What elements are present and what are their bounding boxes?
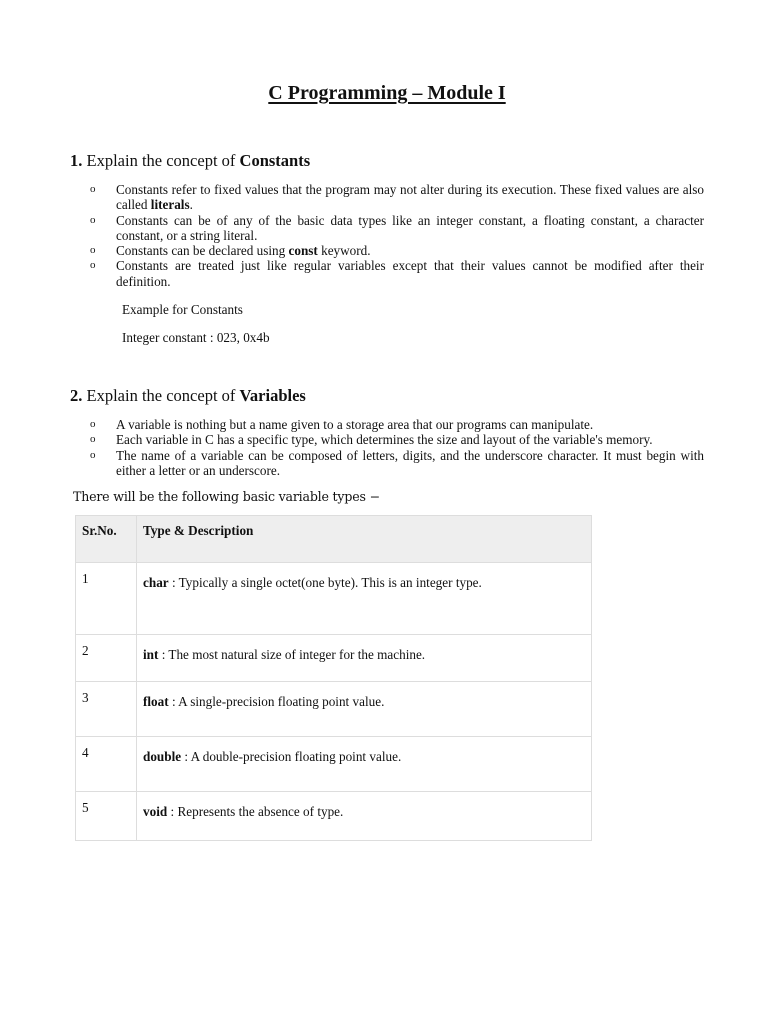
table-header-row <box>76 516 592 563</box>
table-intro: There will be the following basic variable types − <box>73 489 380 504</box>
row-description <box>137 792 592 841</box>
type-keyword: float <box>143 694 169 709</box>
row-number: 3 <box>76 682 137 737</box>
bullet-marker: o <box>90 259 96 272</box>
bullet-text: Constants are treated just like regular variables except that their values cannot be modified after their definition. <box>116 258 704 289</box>
table-row <box>76 737 592 792</box>
variables-bullet-list <box>90 417 704 478</box>
constants-bullet-list <box>90 182 704 289</box>
list-item <box>90 258 704 289</box>
bullet-marker: o <box>90 183 96 195</box>
variable-types-table <box>75 515 592 841</box>
type-description: : Represents the absence of type. <box>167 804 344 819</box>
bullet-text: Constants can be of any of the basic data types like an integer constant, a floating constant, a character constant, or a string literal. <box>116 212 704 243</box>
bullet-text: Each variable in C has a specific type, which determines the size and layout of the variable's memory. <box>116 432 653 448</box>
bullet-marker: o <box>90 418 96 430</box>
question-1-prompt: Explain the concept of <box>86 151 236 170</box>
row-number: 1 <box>76 563 137 635</box>
row-number: 2 <box>76 635 137 682</box>
table-row <box>76 563 592 635</box>
bullet-marker: o <box>90 213 96 226</box>
type-description: : Typically a single octet(one byte). This is an integer type. <box>168 575 482 590</box>
type-description: : The most natural size of integer for the machine. <box>158 647 426 662</box>
question-1-number: 1. <box>70 151 83 170</box>
type-description: : A single-precision floating point value. <box>168 694 385 709</box>
type-description: : A double-precision floating point value. <box>181 749 402 764</box>
type-keyword: void <box>143 804 168 819</box>
table-row <box>76 682 592 737</box>
list-item <box>90 448 704 479</box>
list-item <box>90 213 704 244</box>
header-type-description: Type & Description <box>137 516 592 563</box>
bullet-marker: o <box>90 244 96 257</box>
type-keyword: int <box>143 647 159 662</box>
type-keyword: char <box>143 575 169 590</box>
bullet-text: The name of a variable can be composed of letters, digits, and the underscore character. It must begin with either a letter or an underscore. <box>116 447 704 478</box>
bullet-text: Constants can be declared using <box>116 243 289 259</box>
row-number: 5 <box>76 792 137 841</box>
bullet-text-after: . <box>189 197 193 213</box>
row-number: 4 <box>76 737 137 792</box>
bullet-text-after: keyword. <box>317 243 371 259</box>
list-item <box>90 182 704 213</box>
question-2-heading <box>70 386 306 406</box>
bullet-text: Constants refer to fixed values that the program may not alter during its execution. These fixed values are also called <box>116 182 704 213</box>
question-2-number: 2. <box>70 386 83 405</box>
bullet-marker: o <box>90 433 96 446</box>
question-1-topic: Constants <box>239 151 311 170</box>
row-description <box>137 737 592 792</box>
row-description <box>137 563 592 635</box>
list-item <box>90 417 704 432</box>
list-item <box>90 432 704 447</box>
question-2-prompt: Explain the concept of <box>86 386 236 405</box>
bullet-bold-term: literals <box>150 197 190 213</box>
example-integer-constant: Integer constant : 023, 0x4b <box>122 330 270 345</box>
header-sr-no: Sr.No. <box>76 516 137 563</box>
row-description <box>137 635 592 682</box>
question-1-heading <box>70 151 310 171</box>
bullet-marker: o <box>90 448 96 461</box>
bullet-text: A variable is nothing but a name given to a storage area that our programs can manipulate. <box>116 417 594 432</box>
type-keyword: double <box>143 749 182 764</box>
question-2-topic: Variables <box>239 386 306 405</box>
bullet-bold-term: const <box>288 243 318 259</box>
example-heading: Example for Constants <box>122 302 243 317</box>
table-row <box>76 635 592 682</box>
page-title: C Programming – Module I <box>268 82 506 104</box>
table-row <box>76 792 592 841</box>
list-item <box>90 243 704 258</box>
row-description <box>137 682 592 737</box>
